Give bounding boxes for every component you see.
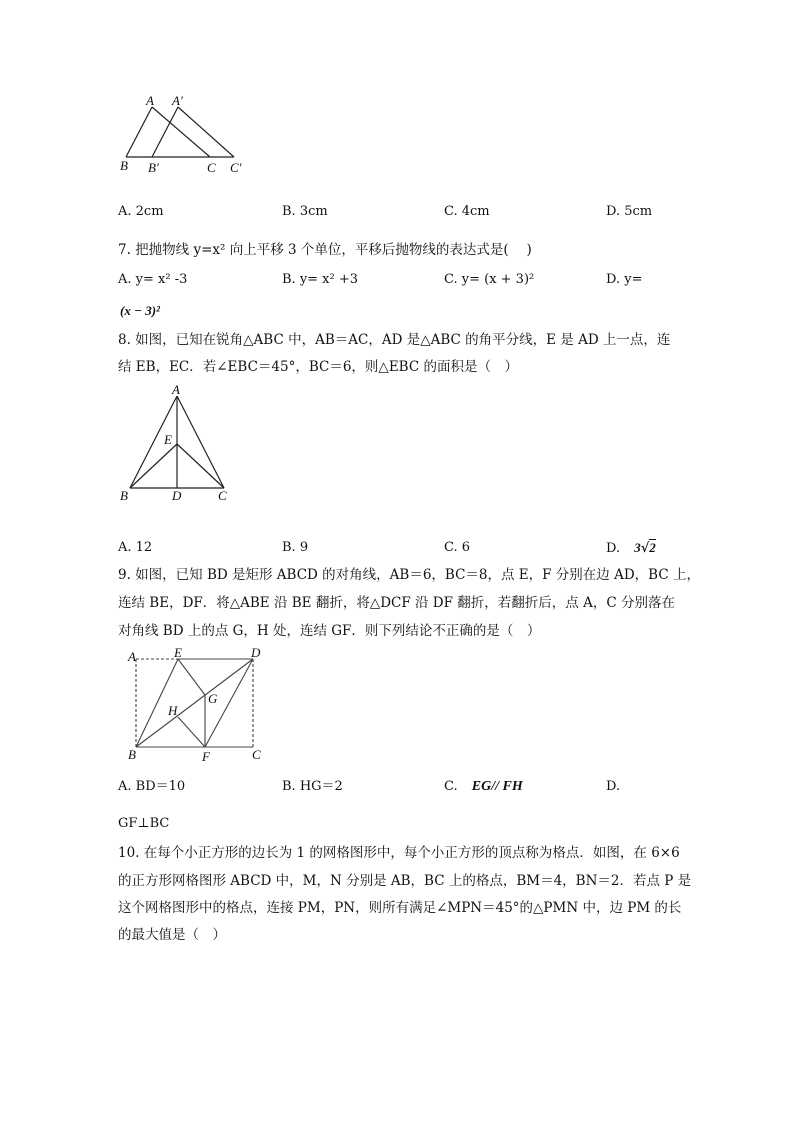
figure-isosceles-triangle: [112, 382, 242, 507]
label-A: A: [146, 93, 154, 108]
label-D: D: [172, 488, 182, 503]
q8-option-b: B. 9: [282, 540, 309, 555]
q8-option-d: [606, 538, 656, 559]
label-C: C: [207, 160, 216, 175]
q9-option-b: B. HG＝2: [282, 779, 343, 794]
label-G: G: [208, 691, 218, 706]
label-B: B: [128, 747, 136, 762]
label-B: B: [120, 488, 128, 503]
label-C: C: [218, 488, 227, 503]
label-H: H: [168, 703, 178, 718]
q8-option-a: A. 12: [118, 540, 153, 555]
label-E: E: [174, 645, 182, 660]
q7-option-b: B. y= x² +3: [282, 272, 359, 287]
q8-stem-line1: 8. 如图，已知在锐角△ABC 中，AB＝AC，AD 是△ABC 的角平分线，E 是 AD 上一点，连: [118, 332, 671, 348]
q7-option-d-expression: (x − 3)²: [120, 303, 160, 318]
label-A-prime: A′: [172, 93, 183, 108]
q8-option-d-coefficient: 3: [634, 540, 641, 555]
figure-triangle-translation: [110, 90, 260, 180]
q7-option-a: A. y= x² -3: [118, 272, 188, 287]
q10-stem-line2: 的正方形网格图形 ABCD 中，M，N 分别是 AB，BC 上的格点，BM＝4，BN＝2．若点 P 是: [118, 873, 692, 889]
q8-option-c: C. 6: [444, 540, 471, 555]
q9-option-c-label: C.: [444, 779, 458, 794]
q10-stem-line3: 这个网格图形中的格点，连接 PM，PN，则所有满足∠MPN＝45°的△PMN 中，边 PM 的长: [118, 900, 682, 916]
q9-stem-line2: 连结 BE，DF．将△ABE 沿 BE 翻折，将△DCF 沿 DF 翻折，若翻折后，点 A，C 分别落在: [118, 595, 675, 611]
q9-stem-line3: 对角线 BD 上的点 G，H 处，连结 GF．则下列结论不正确的是（ ）: [118, 623, 541, 639]
q9-stem-line1: 9. 如图，已知 BD 是矩形 ABCD 的对角线，AB＝6，BC＝8，点 E，F 分别在边 AD，BC 上，: [118, 567, 700, 583]
label-C: C: [252, 747, 261, 762]
q7-option-d: D. y=: [606, 272, 643, 287]
q8-stem-line2: 结 EB，EC．若∠EBC＝45°，BC＝6，则△EBC 的面积是（ ）: [118, 359, 518, 375]
q9-option-a-text: A. BD＝10: [118, 779, 186, 794]
q8-option-d-label: D.: [606, 541, 621, 556]
label-B-prime: B′: [148, 160, 159, 175]
q6-option-a: A. 2cm: [118, 204, 164, 219]
label-B: B: [120, 158, 128, 173]
q6-option-d: D. 5cm: [606, 204, 653, 219]
q9-option-d-expression: GF⊥BC: [118, 816, 170, 831]
q9-option-c-expression: EG// FH: [471, 779, 523, 794]
radical-icon: √: [640, 541, 650, 556]
q10-stem-line4: 的最大值是（ ）: [118, 927, 226, 943]
label-D: D: [251, 645, 261, 660]
q6-option-c: C. 4cm: [444, 204, 490, 219]
label-F: F: [202, 749, 210, 764]
label-A: A: [128, 649, 136, 664]
q6-option-b: B. 3cm: [282, 204, 328, 219]
label-A: A: [172, 382, 180, 397]
label-E: E: [164, 432, 172, 447]
q9-option-c: [444, 777, 523, 797]
q7-stem: 7. 把抛物线 y=x² 向上平移 3 个单位，平移后抛物线的表达式是( ): [118, 242, 532, 258]
figure-rectangle-fold: [118, 645, 268, 765]
label-C-prime: C′: [230, 160, 242, 175]
q10-stem-line1: 10. 在每个小正方形的边长为 1 的网格图形中，每个小正方形的顶点称为格点．如图，在 6×6: [118, 845, 680, 861]
q8-option-d-radicand: 2: [649, 540, 656, 555]
q9-option-a: [118, 777, 185, 797]
q9-option-d: D.: [606, 779, 621, 794]
q7-option-c: C. y= (x + 3)²: [444, 272, 535, 287]
